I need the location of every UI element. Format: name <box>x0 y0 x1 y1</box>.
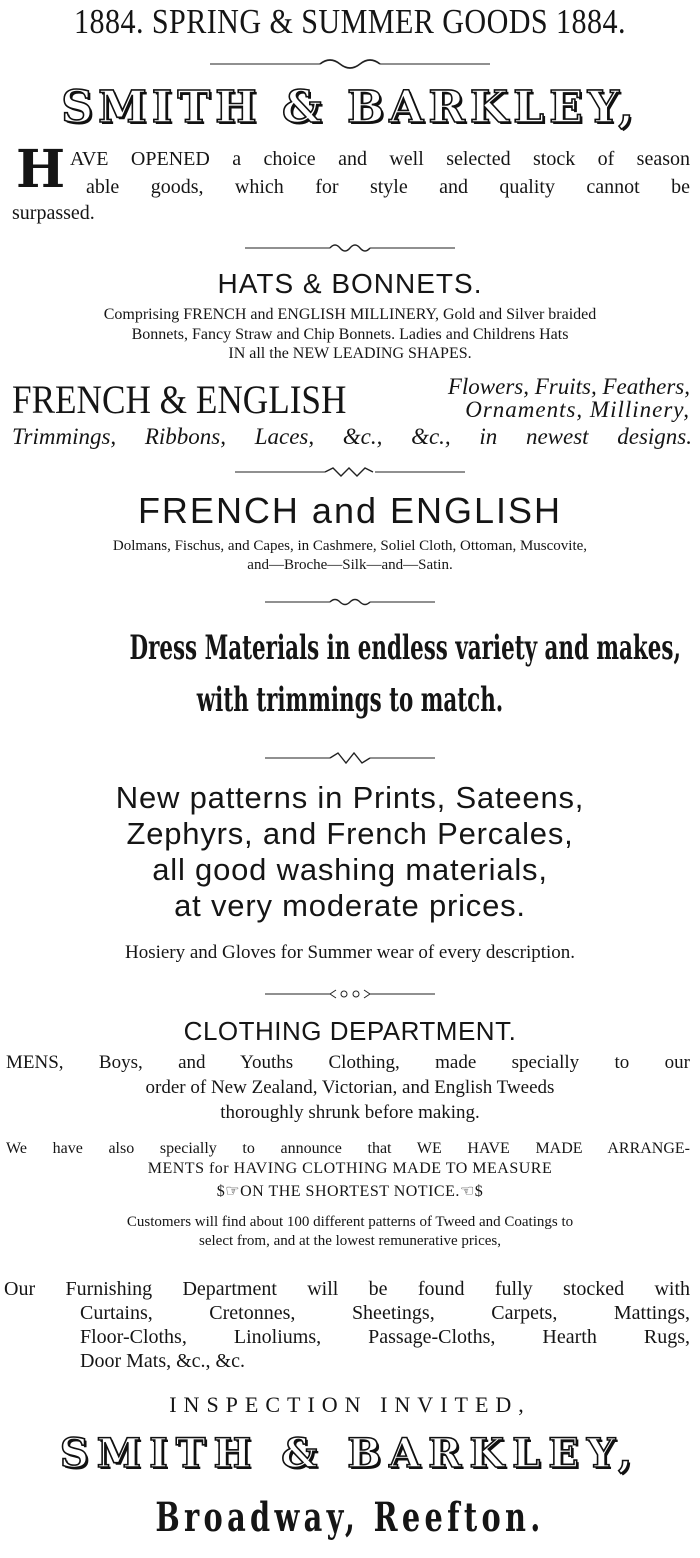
dolmans-line-1: Dolmans, Fischus, and Capes, in Cashmere, Soliel Cloth, Ottoman, Muscovite, <box>112 538 588 554</box>
hats-line-2: Bonnets, Fancy Straw and Chip Bonnets. Ladies and Childrens Hats <box>131 326 569 343</box>
clothing-line-2: order of New Zealand, Victorian, and English Tweeds <box>145 1077 555 1098</box>
hats-line-3: IN all the NEW LEADING SHAPES. <box>228 345 472 362</box>
furnishing-line-3: Floor-Cloths, Linoliums, Passage-Cloths, Hearth Rugs, <box>80 1326 690 1348</box>
announce-line-3 <box>0 1181 700 1201</box>
furnishing-line-1: Our Furnishing Department will be found fully stocked with <box>4 1278 690 1300</box>
furnishing-line-4: Door Mats, &c., &c. <box>80 1350 245 1372</box>
footer-address: Broadway, Reefton. <box>155 1494 545 1541</box>
dolmans-line-2: and—Broche—Silk—and—Satin. <box>247 557 453 573</box>
hosiery-line: Hosiery and Gloves for Summer wear of every description. <box>124 942 576 963</box>
flowers-right-1: Flowers, Fruits, Feathers, <box>447 374 690 399</box>
header-title: 1884. SPRING & SUMMER GOODS 1884. <box>74 2 626 41</box>
pointing-hand-icon: $☞ <box>216 1183 241 1200</box>
ornament-divider <box>0 464 700 480</box>
announce-line-2: MENTS for HAVING CLOTHING MADE TO MEASURE <box>147 1160 553 1177</box>
dress-line-1: Dress Materials in endless variety and makes, <box>129 628 681 668</box>
ornament-divider <box>0 594 700 610</box>
ornament-divider <box>0 750 700 766</box>
hats-heading: HATS & BONNETS. <box>217 268 483 299</box>
drop-cap: H <box>16 139 66 200</box>
dress-line-2: with trimmings to match. <box>196 680 504 720</box>
intro-line-1: AVE OPENED a choice and well selected stock of season <box>70 148 690 170</box>
flowers-line-2: Trimmings, Ribbons, Laces, &c., &c., in newest designs. <box>12 424 692 449</box>
dolmans-heading: FRENCH and ENGLISH <box>137 490 563 531</box>
ornament-divider <box>0 56 700 72</box>
clothing-line-1: MENS, Boys, and Youths Clothing, made specially to our <box>6 1052 690 1073</box>
announce-line-1: We have also specially to announce that WE HAVE MADE ARRANGE- <box>6 1140 690 1157</box>
ornament-divider <box>0 986 700 1002</box>
prints-line-1: New patterns in Prints, Sateens, <box>115 780 585 815</box>
clothing-heading: CLOTHING DEPARTMENT. <box>183 1016 517 1046</box>
firm-name: SMITH & BARKLEY, <box>61 82 639 133</box>
flowers-right-2: Ornaments, Millinery, <box>465 397 690 422</box>
furnishing-line-2: Curtains, Cretonnes, Sheetings, Carpets, Mattings, <box>80 1302 690 1324</box>
prints-line-4: at very moderate prices. <box>174 888 526 923</box>
customers-line-1: Customers will find about 100 different patterns of Tweed and Coatings to <box>126 1214 574 1230</box>
announce-line-3-text: ON THE SHORTEST NOTICE. <box>240 1183 460 1200</box>
pointing-hand-icon: ☜$ <box>459 1183 484 1200</box>
flowers-big: FRENCH & ENGLISH <box>12 377 347 422</box>
footer-firm-name: SMITH & BARKLEY, <box>59 1430 641 1477</box>
prints-line-3: all good washing materials, <box>152 852 548 887</box>
inspection-invited: INSPECTION INVITED, <box>169 1392 531 1417</box>
intro-line-2: able goods, which for style and quality cannot be <box>86 176 690 198</box>
clothing-line-3: thoroughly shrunk before making. <box>220 1102 480 1123</box>
customers-line-2: select from, and at the lowest remunerative prices, <box>199 1233 501 1249</box>
hats-line-1: Comprising FRENCH and ENGLISH MILLINERY, Gold and Silver braided <box>103 306 597 323</box>
prints-line-2: Zephyrs, and French Percales, <box>126 816 574 851</box>
intro-line-3: surpassed. <box>12 202 95 224</box>
ornament-divider <box>0 240 700 256</box>
